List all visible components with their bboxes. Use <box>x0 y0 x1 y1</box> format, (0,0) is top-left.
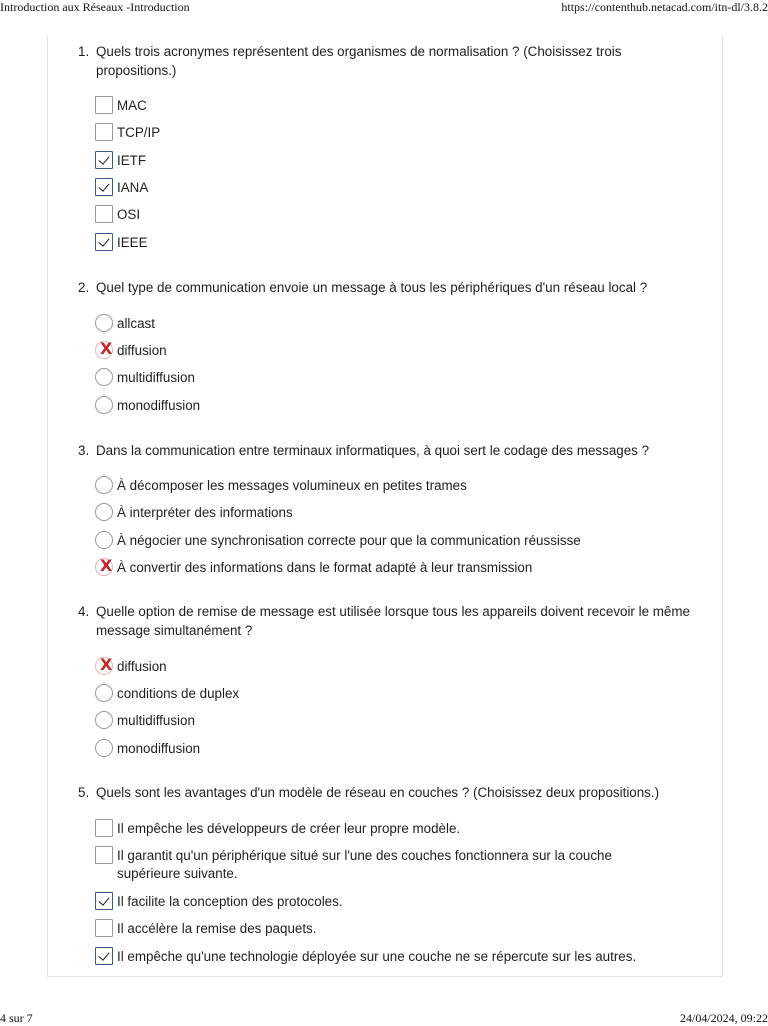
option-radio[interactable] <box>95 685 239 703</box>
question-text: Quels trois acronymes représentent des organismes de normalisation ? (Choisissez trois propositions.) <box>96 44 622 78</box>
checkbox-checked[interactable] <box>95 892 113 910</box>
option-radio[interactable] <box>95 397 200 415</box>
option-label: multidiffusion <box>117 370 195 385</box>
option-checkbox[interactable] <box>95 206 140 224</box>
option-radio[interactable] <box>95 532 581 550</box>
radio-button[interactable] <box>95 531 113 549</box>
option-label: multidiffusion <box>117 713 195 728</box>
option-label: Il empêche qu'une technologie déployée sur une couche ne se répercute sur les autres. <box>117 949 637 964</box>
radio-button[interactable] <box>95 684 113 702</box>
option-radio[interactable] <box>95 556 533 577</box>
option-checkbox[interactable] <box>95 97 147 115</box>
question-1 <box>78 42 698 80</box>
checkbox[interactable] <box>95 819 113 837</box>
question-number: 5. <box>78 785 90 800</box>
document-title: Introduction aux Réseaux -Introduction <box>0 0 190 14</box>
checkbox[interactable] <box>95 919 113 937</box>
option-radio[interactable] <box>95 712 195 730</box>
radio-button[interactable] <box>95 314 113 332</box>
option-label: Il garantit qu'un périphérique situé sur l'une des couches fonctionnera sur la couche supérieure suivante. <box>117 848 612 881</box>
radio-button[interactable] <box>95 711 113 729</box>
option-checkbox[interactable] <box>95 179 148 197</box>
option-checkbox[interactable] <box>95 920 316 938</box>
option-label: À interpréter des informations <box>117 505 293 520</box>
option-checkbox[interactable] <box>95 948 636 966</box>
radio-button[interactable] <box>95 739 113 757</box>
option-label: IETF <box>117 153 147 168</box>
option-label: Il empêche les développeurs de créer leur propre modèle. <box>117 821 461 836</box>
option-label: monodiffusion <box>117 741 201 756</box>
print-header <box>0 0 768 16</box>
checkbox-checked[interactable] <box>95 947 113 965</box>
radio-button-wrong[interactable] <box>95 558 113 576</box>
checkbox-checked[interactable] <box>95 151 113 169</box>
radio-button-wrong[interactable] <box>95 657 113 675</box>
option-label: OSI <box>117 207 141 222</box>
question-number: 1. <box>78 44 90 59</box>
radio-button[interactable] <box>95 368 113 386</box>
question-5 <box>78 783 698 802</box>
radio-button[interactable] <box>95 476 113 494</box>
question-number: 4. <box>78 604 90 619</box>
question-3 <box>78 441 698 460</box>
option-label: À décomposer les messages volumineux en petites trames <box>117 478 467 493</box>
option-checkbox[interactable] <box>95 152 146 170</box>
wrong-x-icon: X <box>100 339 113 358</box>
option-radio[interactable] <box>95 504 293 522</box>
question-text: Quelle option de remise de message est utilisée lorsque tous les appareils doivent recevoir le même message simultanément ? <box>96 604 690 638</box>
checkbox[interactable] <box>95 123 113 141</box>
option-checkbox[interactable] <box>95 847 665 883</box>
option-label: À négocier une synchronisation correcte pour que la communication réussisse <box>117 533 581 548</box>
option-label: diffusion <box>117 659 167 674</box>
option-label: Il facilite la conception des protocoles. <box>117 894 343 909</box>
question-2 <box>78 278 698 297</box>
wrong-x-icon: X <box>100 655 113 674</box>
question-4 <box>78 602 698 640</box>
option-label: À convertir des informations dans le format adapté à leur transmission <box>117 560 533 575</box>
option-label: allcast <box>117 316 155 331</box>
checkbox[interactable] <box>95 205 113 223</box>
print-datetime: 24/04/2024, 09:22 <box>679 1011 768 1025</box>
option-checkbox[interactable] <box>95 820 460 838</box>
option-checkbox[interactable] <box>95 893 343 911</box>
option-radio[interactable] <box>95 655 167 676</box>
radio-button-wrong[interactable] <box>95 341 113 359</box>
radio-button[interactable] <box>95 396 113 414</box>
option-label: diffusion <box>117 343 167 358</box>
option-label: Il accélère la remise des paquets. <box>117 921 317 936</box>
checkbox-checked[interactable] <box>95 233 113 251</box>
question-text: Quel type de communication envoie un message à tous les périphériques d'un réseau local ? <box>96 280 648 295</box>
print-footer <box>0 1011 768 1025</box>
question-text: Quels sont les avantages d'un modèle de réseau en couches ? (Choisissez deux propositions.) <box>96 785 660 800</box>
question-text: Dans la communication entre terminaux informatiques, à quoi sert le codage des messages ? <box>96 443 650 458</box>
option-label: monodiffusion <box>117 398 201 413</box>
option-radio[interactable] <box>95 740 200 758</box>
page-counter: 4 sur 7 <box>0 1011 33 1025</box>
option-radio[interactable] <box>95 315 155 333</box>
radio-button[interactable] <box>95 503 113 521</box>
question-number: 2. <box>78 280 90 295</box>
checkbox[interactable] <box>95 96 113 114</box>
option-label: TCP/IP <box>117 125 161 140</box>
option-radio[interactable] <box>95 339 167 360</box>
wrong-x-icon: X <box>100 556 113 575</box>
option-label: conditions de duplex <box>117 686 240 701</box>
question-number: 3. <box>78 443 90 458</box>
page-url: https://contenthub.netacad.com/itn-dl/3.8.2 <box>561 0 768 14</box>
option-checkbox[interactable] <box>95 234 148 252</box>
option-radio[interactable] <box>95 477 467 495</box>
option-radio[interactable] <box>95 369 195 387</box>
option-label: IANA <box>117 180 149 195</box>
checkbox[interactable] <box>95 846 113 864</box>
option-label: MAC <box>117 98 147 113</box>
option-label: IEEE <box>117 235 148 250</box>
option-checkbox[interactable] <box>95 124 160 142</box>
checkbox-checked[interactable] <box>95 178 113 196</box>
